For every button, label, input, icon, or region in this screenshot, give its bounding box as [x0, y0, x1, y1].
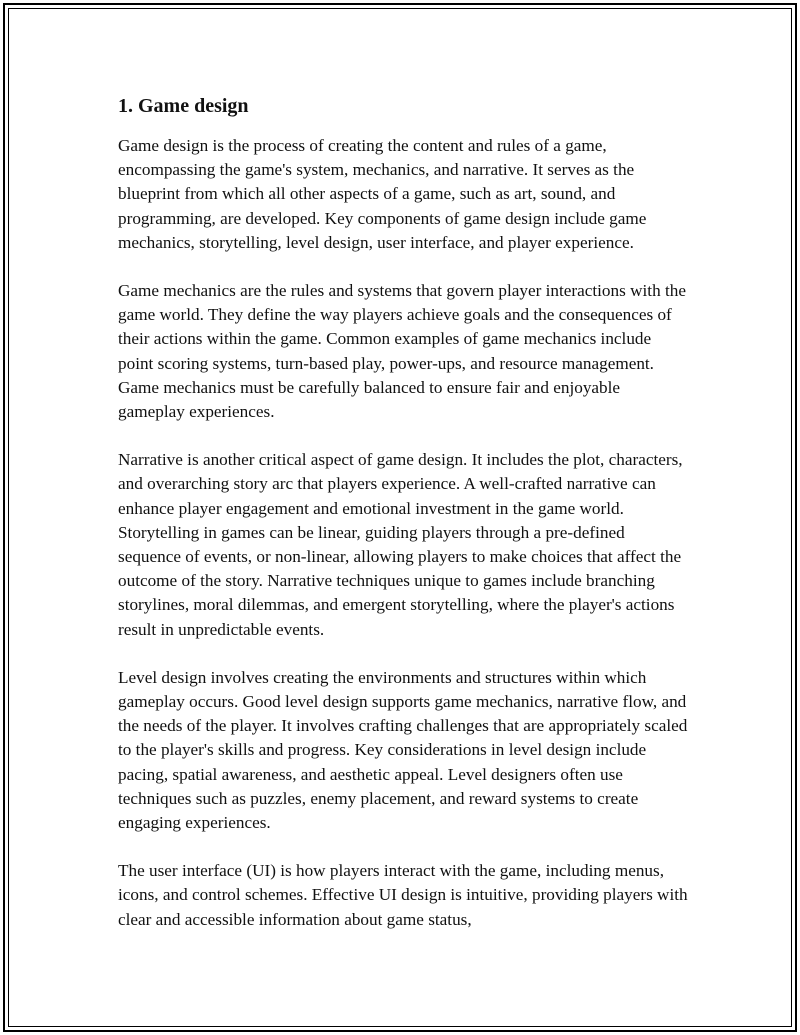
paragraph-mechanics: Game mechanics are the rules and systems that govern player interactions with the game world. They define the way players achieve goals and the consequences of their actions within the game. Common examples of game mechanics include point scoring systems, turn-based play, power-ups, and resource management. Game mechanics must be carefully balanced to ensure fair and enjoyable gameplay experiences.: [118, 281, 686, 422]
paragraph-user-interface: The user interface (UI) is how players interact with the game, including menus, icons, and control schemes. Effective UI design is intuitive, providing players with clear and accessible information about game status,: [118, 861, 688, 929]
paragraph-narrative: Narrative is another critical aspect of game design. It includes the plot, characters, and overarching story arc that players experience. A well-crafted narrative can enhance player engagement and emotional investment in the game world. Storytelling in games can be linear, guiding players through a pre-defined sequence of events, or non-linear, allowing players to make choices that affect the outcome of the story. Narrative techniques unique to games include branching storylines, moral dilemmas, and emergent storytelling, where the player's actions result in unpredictable events.: [118, 450, 683, 639]
section-heading: 1. Game design: [118, 95, 249, 117]
document-body: [118, 90, 688, 956]
paragraph-intro: Game design is the process of creating the content and rules of a game, encompassing the game's system, mechanics, and narrative. It serves as the blueprint from which all other aspects of a game, such as art, sound, and programming, are developed. Key components of game design include game mechanics, storytelling, level design, user interface, and player experience.: [118, 136, 647, 252]
paragraph-level-design: Level design involves creating the environments and structures within which gameplay occurs. Good level design supports game mechanics, narrative flow, and the needs of the player. It involves crafting challenges that are appropriately scaled to the player's skills and progress. Key considerations in level design include pacing, spatial awareness, and aesthetic appeal. Level designers often use techniques such as puzzles, enemy placement, and reward systems to create engaging experiences.: [118, 667, 688, 833]
